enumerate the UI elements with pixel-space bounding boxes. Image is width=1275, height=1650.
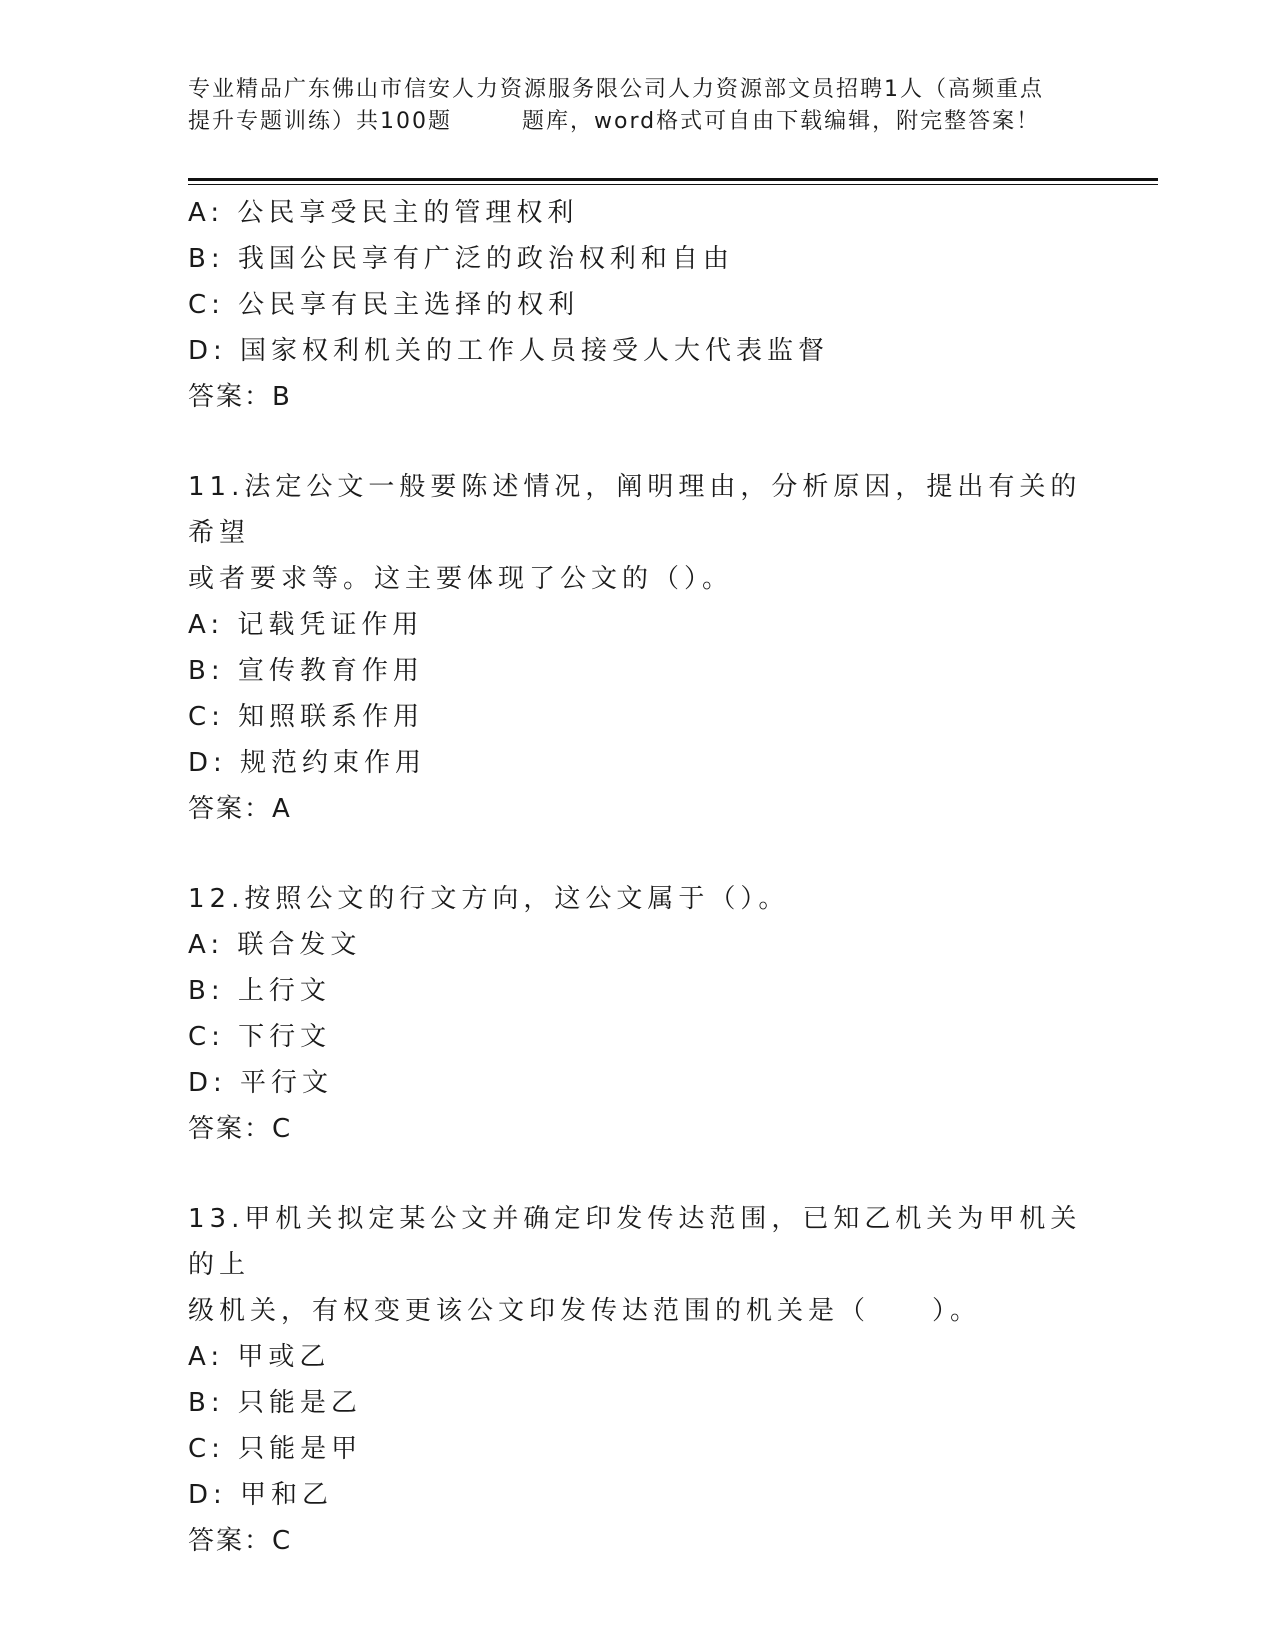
answer-line: 答案：C [188, 1114, 293, 1144]
option-a: A: 甲或乙 [188, 1342, 331, 1372]
document-header [188, 74, 1088, 138]
header-title-line2-part1: 提升专题训练）共100题 [188, 109, 452, 134]
question-11 [188, 464, 1108, 832]
header-title-line2 [188, 106, 1088, 138]
option-d: D: 国家权利机关的工作人员接受人大代表监督 [188, 336, 830, 366]
header-divider-thin [188, 184, 1158, 185]
option-a: A: 联合发文 [188, 930, 362, 960]
option-b: B: 上行文 [188, 976, 331, 1006]
question-stem-line1: 13.甲机关拟定某公文并确定印发传达范围，已知乙机关为甲机关的上 [188, 1204, 1082, 1280]
option-c: C: 公民享有民主选择的权利 [188, 290, 580, 320]
option-d: D: 平行文 [188, 1068, 334, 1098]
option-d: D: 甲和乙 [188, 1480, 334, 1510]
option-c: C: 只能是甲 [188, 1434, 363, 1464]
option-a: A: 记载凭证作用 [188, 610, 424, 640]
answer-line: 答案：A [188, 794, 292, 824]
question-stem-line1: 11.法定公文一般要陈述情况，阐明理由，分析原因，提出有关的希望 [188, 472, 1082, 548]
answer-line: 答案：B [188, 382, 292, 412]
header-title-line1: 专业精品广东佛山市信安人力资源服务限公司人力资源部文员招聘1人（高频重点 [188, 77, 1044, 102]
question-stem-line2: 级机关，有权变更该公文印发传达范围的机关是（ ）。 [188, 1296, 982, 1326]
question-stem-line1: 12.按照公文的行文方向，这公文属于（）。 [188, 884, 790, 914]
document-body [188, 190, 1108, 1564]
question-stem-line2: 或者要求等。这主要体现了公文的（）。 [188, 564, 734, 594]
option-c: C: 下行文 [188, 1022, 332, 1052]
answer-line: 答案：C [188, 1526, 293, 1556]
question-12 [188, 876, 1108, 1152]
question-13 [188, 1196, 1108, 1564]
header-title-line2-part2: 题库，word格式可自由下载编辑，附完整答案！ [522, 109, 1041, 134]
option-d: D: 规范约束作用 [188, 748, 427, 778]
option-b: B: 只能是乙 [188, 1388, 362, 1418]
prev-question-block [188, 190, 1108, 420]
option-a: A: 公民享受民主的管理权利 [188, 198, 579, 228]
option-c: C: 知照联系作用 [188, 702, 425, 732]
option-b: B: 宣传教育作用 [188, 656, 424, 686]
option-b: B: 我国公民享有广泛的政治权利和自由 [188, 244, 734, 274]
header-divider-thick [188, 178, 1158, 181]
